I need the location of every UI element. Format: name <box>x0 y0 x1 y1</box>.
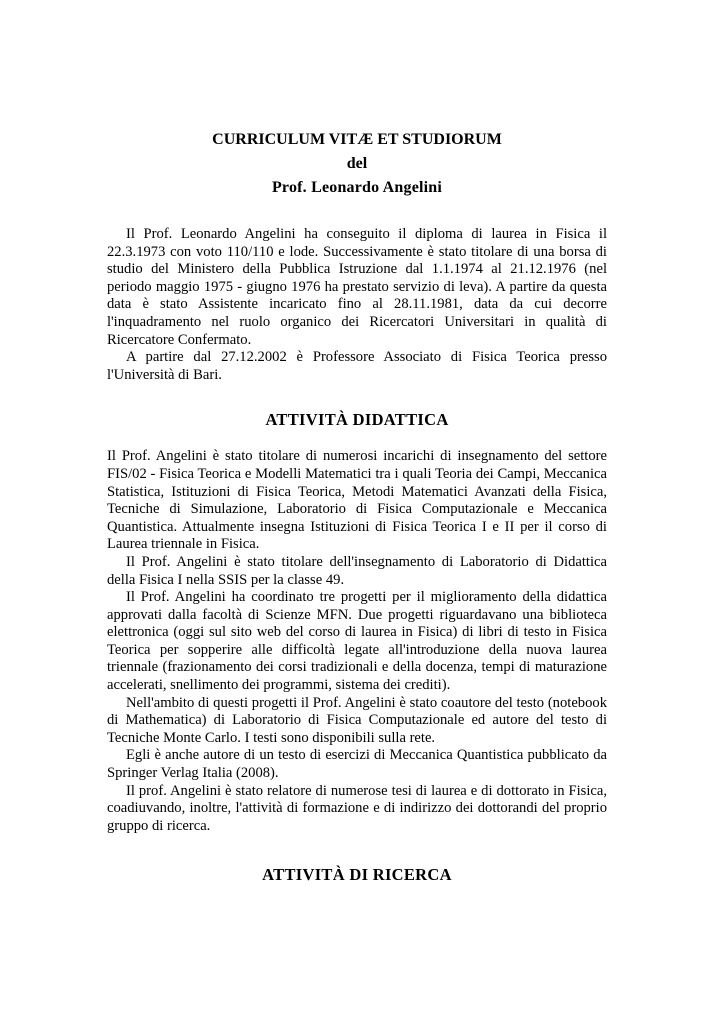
didattica-paragraph-6: Il prof. Angelini è stato relatore di numerose tesi di laurea e di dottorato in Fisica, coadiuvando, inoltre, l'attività di formazione e di indirizzo dei dottorandi del proprio gruppo di ricerca. <box>107 782 607 834</box>
intro-section <box>107 226 607 384</box>
didattica-paragraph-1: Il Prof. Angelini è stato titolare di numerosi incarichi di insegnamento del settore FIS/02 - Fisica Teorica e Modelli Matematici tra i quali Teoria dei Campi, Meccanica Statistica, Istituzioni di Fisica Teorica, Metodi Matematici Avanzati della Fisica, Tecniche di Simulazione, Laboratorio di Fisica Computazionale e Meccanica Quantistica. Attualmente insegna Istituzioni di Fisica Teorica I e II per il corso di Laurea triennale in Fisica. <box>107 448 607 553</box>
didattica-paragraph-2: Il Prof. Angelini è stato titolare dell'insegnamento di Laboratorio di Didattica della Fisica I nella SSIS per la classe 49. <box>107 553 607 588</box>
document-page <box>107 128 607 885</box>
intro-paragraph-2: A partire dal 27.12.2002 è Professore Associato di Fisica Teorica presso l'Università di Bari. <box>107 349 607 383</box>
title-line-2: del <box>346 155 368 172</box>
section-heading-ricerca: ATTIVITÀ DI RICERCA <box>262 865 452 885</box>
document-title <box>107 128 607 200</box>
didattica-section <box>107 448 607 835</box>
title-line-1: CURRICULUM VITÆ ET STUDIORUM <box>212 131 502 148</box>
didattica-paragraph-3: Il Prof. Angelini ha coordinato tre progetti per il miglioramento della didattica approvati dalla facoltà di Scienze MFN. Due progetti riguardavano una biblioteca elettronica (oggi sul sito web del corso di laurea in Fisica) di libri di testo in Fisica Teorica per sopperire alle difficoltà legate all'introduzione della nuova laurea triennale (frazionamento dei corsi tradizionali e della docenza, tempi di maturazione accelerati, snellimento dei programmi, sistema dei crediti). <box>107 589 607 694</box>
section-heading-didattica: ATTIVITÀ DIDATTICA <box>265 410 449 430</box>
title-line-3: Prof. Leonardo Angelini <box>271 179 443 196</box>
didattica-paragraph-4: Nell'ambito di questi progetti il Prof. Angelini è stato coautore del testo (notebook di Mathematica) di Laboratorio di Fisica Computazionale ed autore del testo di Tecniche Monte Carlo. I testi sono disponibili sulla rete. <box>107 694 607 746</box>
intro-paragraph-1: Il Prof. Leonardo Angelini ha conseguito il diploma di laurea in Fisica il 22.3.1973 con voto 110/110 e lode. Successivamente è stato titolare di una borsa di studio del Ministero della Pubblica Istruzione dal 1.1.1974 al 21.12.1976 (nel periodo maggio 1975 - giugno 1976 ha prestato servizio di leva). A partire da questa data è stato Assistente incaricato fino al 28.11.1981, data da cui decorre l'inquadramento nel ruolo organico dei Ricercatori Universitari in qualità di Ricercatore Confermato. <box>107 226 607 348</box>
didattica-paragraph-5: Egli è anche autore di un testo di esercizi di Meccanica Quantistica pubblicato da Springer Verlag Italia (2008). <box>107 747 607 782</box>
